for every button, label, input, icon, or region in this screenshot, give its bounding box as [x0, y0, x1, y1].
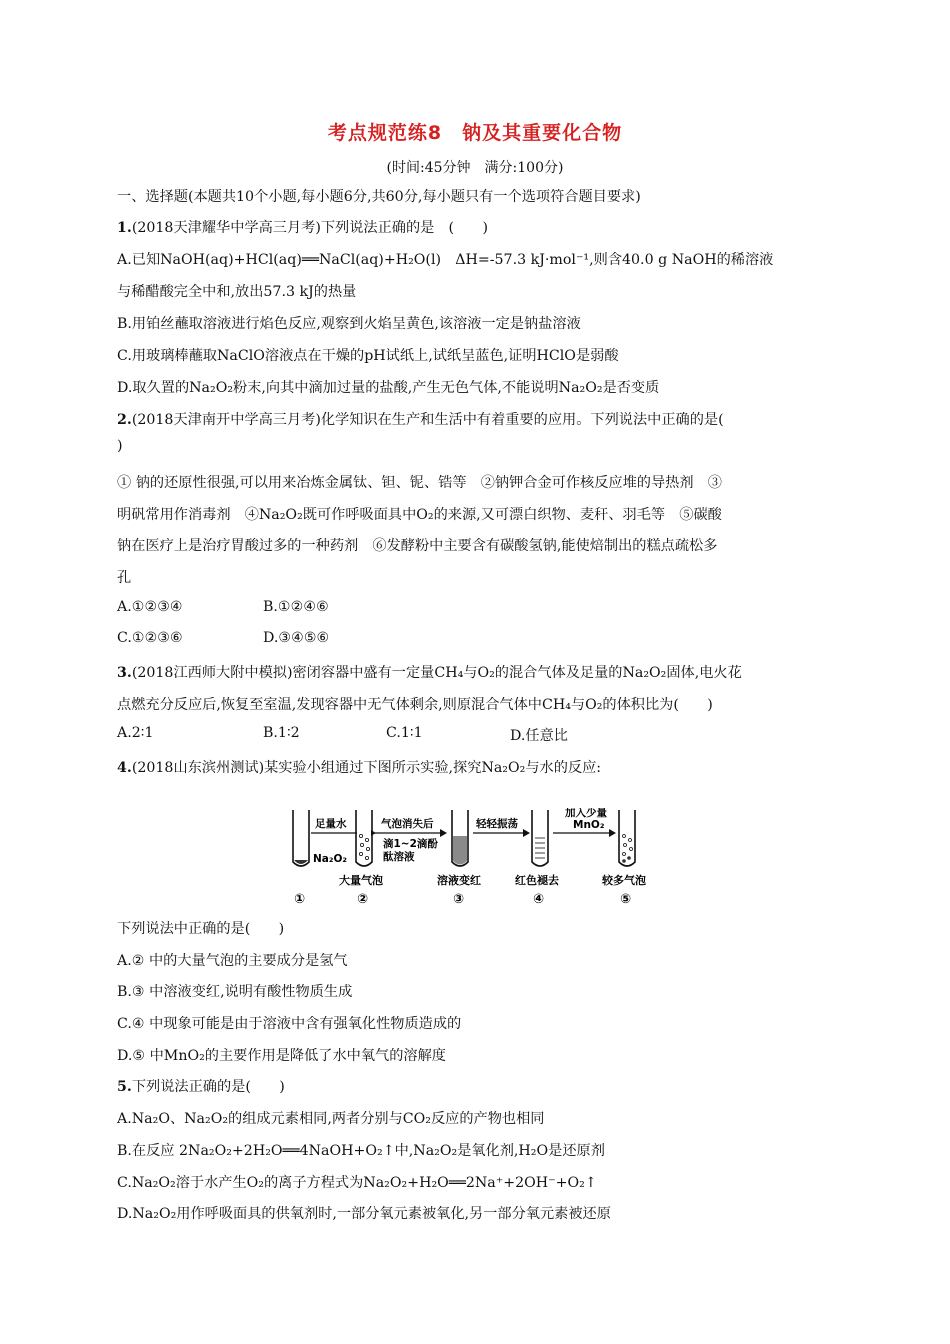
q2-statement-line2: 明矾常用作消毒剂 ④Na₂O₂既可作呼吸面具中O₂的来源,又可漂白织物、麦秆、羽毛等 ⑤碳酸 [117, 507, 722, 523]
tube-number-3: ③ [453, 892, 465, 907]
tube-number-5: ⑤ [620, 892, 632, 907]
test-tube-4 [532, 810, 548, 866]
question-1-stem [117, 217, 488, 237]
test-tube-5 [619, 810, 635, 866]
question-4-stem [117, 757, 601, 777]
question-3-stem-cont: 点燃充分反应后,恢复至室温,发现容器中无气体剩余,则原混合气体中CH₄与O₂的体积比为( ) [117, 697, 713, 713]
question-number: 5. [117, 1079, 132, 1095]
q2-option-b: B.①②④⑥ [263, 599, 329, 615]
question-text: (2018江西师大附中模拟)密闭容器中盛有一定量CH₄与O₂的混合气体及足量的Na₂O₂固体,电火花 [131, 665, 742, 681]
tube-number-2: ② [357, 892, 369, 907]
q2-statement-line1: ① 钠的还原性很强,可以用来冶炼金属钛、钽、铌、锆等 ②钠钾合金可作核反应堆的导热剂 ③ [117, 475, 722, 491]
q2-statement-line4: 孔 [117, 570, 132, 586]
question-text: (2018天津耀华中学高三月考)下列说法正确的是 ( ) [131, 220, 488, 236]
page-subtitle: (时间:45分钟 满分:100分) [386, 160, 564, 176]
experiment-figure [283, 808, 663, 908]
q4-option-c: C.④ 中现象可能是由于溶液中含有强氧化性物质造成的 [117, 1016, 462, 1032]
q5-option-a: A.Na₂O、Na₂O₂的组成元素相同,两者分别与CO₂反应的产物也相同 [117, 1111, 545, 1127]
q3-option-b: B.1∶2 [263, 725, 300, 741]
caption-5: 较多气泡 [602, 874, 646, 887]
q1-option-b: B.用铂丝蘸取溶液进行焰色反应,观察到火焰呈黄色,该溶液一定是钠盐溶液 [117, 316, 581, 332]
caption-4: 红色褪去 [515, 874, 559, 887]
arrow-1-label: 足量水 [315, 818, 347, 830]
q2-option-a: A.①②③④ [117, 599, 183, 615]
arrow-2-head [440, 829, 447, 837]
question-number: 3. [117, 665, 132, 681]
page-title: 考点规范练8 钠及其重要化合物 [327, 122, 623, 144]
question-3-stem [117, 662, 742, 682]
reagent-label: Na₂O₂ [313, 853, 347, 865]
section-heading: 一、选择题(本题共10个小题,每小题6分,共60分,每小题只有一个选项符合题目要求) [117, 189, 641, 205]
question-text: (2018天津南开中学高三月考)化学知识在生产和生活中有着重要的应用。下列说法中正确的是( [131, 412, 724, 428]
q5-option-c: C.Na₂O₂溶于水产生O₂的离子方程式为Na₂O₂+H₂O══2Na⁺+2OH⁻+O₂↑ [117, 1175, 597, 1191]
arrow-3-label: 轻轻振荡 [476, 818, 518, 830]
arrow-4-label-2: MnO₂ [573, 819, 605, 831]
question-number: 4. [117, 760, 132, 776]
arrow-3-head [523, 829, 530, 837]
arrow-4-label-1: 加入少量 [565, 808, 607, 819]
q4-prompt: 下列说法中正确的是( ) [117, 921, 285, 937]
q3-option-d: D.任意比 [510, 728, 568, 744]
test-tube-3 [452, 810, 468, 866]
q1-option-c: C.用玻璃棒蘸取NaClO溶液点在干燥的pH试纸上,试纸呈蓝色,证明HClO是弱酸 [117, 348, 619, 364]
question-text: (2018山东滨州测试)某实验小组通过下图所示实验,探究Na₂O₂与水的反应: [131, 760, 602, 776]
test-tube-1 [293, 810, 309, 866]
q2-option-c: C.①②③⑥ [117, 630, 183, 646]
caption-3: 溶液变红 [437, 874, 481, 887]
q1-option-d: D.取久置的Na₂O₂粉末,向其中滴加过量的盐酸,产生无色气体,不能说明Na₂O₂是否变质 [117, 380, 660, 396]
question-5-stem [117, 1076, 285, 1096]
q5-option-b: B.在反应 2Na₂O₂+2H₂O══4NaOH+O₂↑中,Na₂O₂是氧化剂,H₂O是还原剂 [117, 1143, 605, 1159]
arrow-2-top-label: 气泡消失后 [381, 818, 434, 830]
caption-2: 大量气泡 [339, 874, 383, 887]
question-number: 1. [117, 220, 132, 236]
arrow-2-bottom-label-1: 滴1~2滴酚 [383, 838, 438, 850]
q3-option-a: A.2∶1 [117, 725, 154, 741]
question-2-stem-cont: ) [117, 438, 123, 454]
question-2-stem [117, 409, 724, 429]
arrow-4-head [609, 829, 616, 837]
q5-option-d: D.Na₂O₂用作呼吸面具的供氧剂时,一部分氧元素被氧化,另一部分氧元素被还原 [117, 1206, 611, 1222]
question-number: 2. [117, 412, 132, 428]
arrow-2-bottom-label-2: 酞溶液 [383, 851, 415, 863]
q2-statement-line3: 钠在医疗上是治疗胃酸过多的一种药剂 ⑥发酵粉中主要含有碳酸氢钠,能使焙制出的糕点疏松多 [117, 538, 718, 554]
question-text: 下列说法正确的是( ) [131, 1079, 285, 1095]
q1-option-a-line2: 与稀醋酸完全中和,放出57.3 kJ的热量 [117, 284, 357, 300]
tube-number-4: ④ [533, 892, 545, 907]
q4-option-a: A.② 中的大量气泡的主要成分是氢气 [117, 953, 348, 969]
q4-option-d: D.⑤ 中MnO₂的主要作用是降低了水中氧气的溶解度 [117, 1048, 446, 1064]
q2-option-d: D.③④⑤⑥ [263, 630, 330, 646]
q4-option-b: B.③ 中溶液变红,说明有酸性物质生成 [117, 984, 353, 1000]
q3-option-c: C.1∶1 [386, 725, 423, 741]
q1-option-a-line1: A.已知NaOH(aq)+HCl(aq)══NaCl(aq)+H₂O(l) ΔH=-57.3 kJ·mol⁻¹,则含40.0 g NaOH的稀溶液 [117, 252, 774, 268]
tube-number-1: ① [294, 892, 306, 907]
test-tube-2 [356, 810, 372, 866]
